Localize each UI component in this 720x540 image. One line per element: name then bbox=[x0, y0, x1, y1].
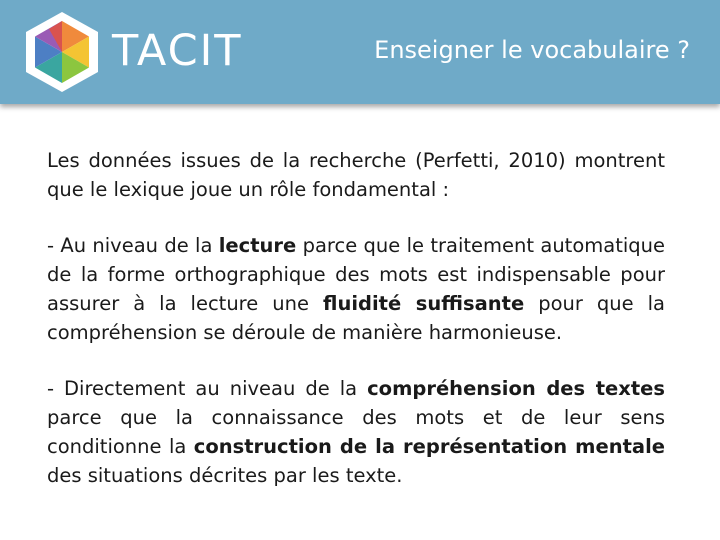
paragraph-comprehension bbox=[47, 374, 665, 490]
text-run: parce que la connaissance des mots et de leur sens conditionne la bbox=[47, 406, 665, 458]
bold-term-representation: construction de la représentation mentale bbox=[193, 435, 665, 458]
text-run: des situations décrites par les texte. bbox=[47, 464, 403, 487]
paragraph-intro: Les données issues de la recherche (Perfetti, 2010) montrent que le lexique joue un rôle fondamental : bbox=[47, 149, 665, 201]
text-run: - Au niveau de la bbox=[47, 234, 219, 257]
text-run: pour que la compréhension se déroule de manière harmonieuse. bbox=[47, 292, 665, 344]
slide-title: Enseigner le vocabulaire ? bbox=[374, 36, 690, 64]
paragraph-reading bbox=[47, 231, 665, 347]
slide-body bbox=[47, 146, 665, 517]
header-band bbox=[0, 0, 720, 104]
bold-term-fluidite: fluidité suffisante bbox=[322, 292, 525, 315]
tacit-color-wheel-logo-icon bbox=[22, 10, 102, 94]
bold-term-comprehension: compréhension des textes bbox=[367, 377, 665, 400]
text-run: - Directement au niveau de la bbox=[47, 377, 368, 400]
bold-term-lecture: lecture bbox=[218, 234, 297, 257]
brand-name: TACIT bbox=[112, 26, 243, 76]
text-run: parce que le traitement automatique de la forme orthographique des mots est indispensable pour assurer à la lecture une bbox=[47, 234, 665, 315]
